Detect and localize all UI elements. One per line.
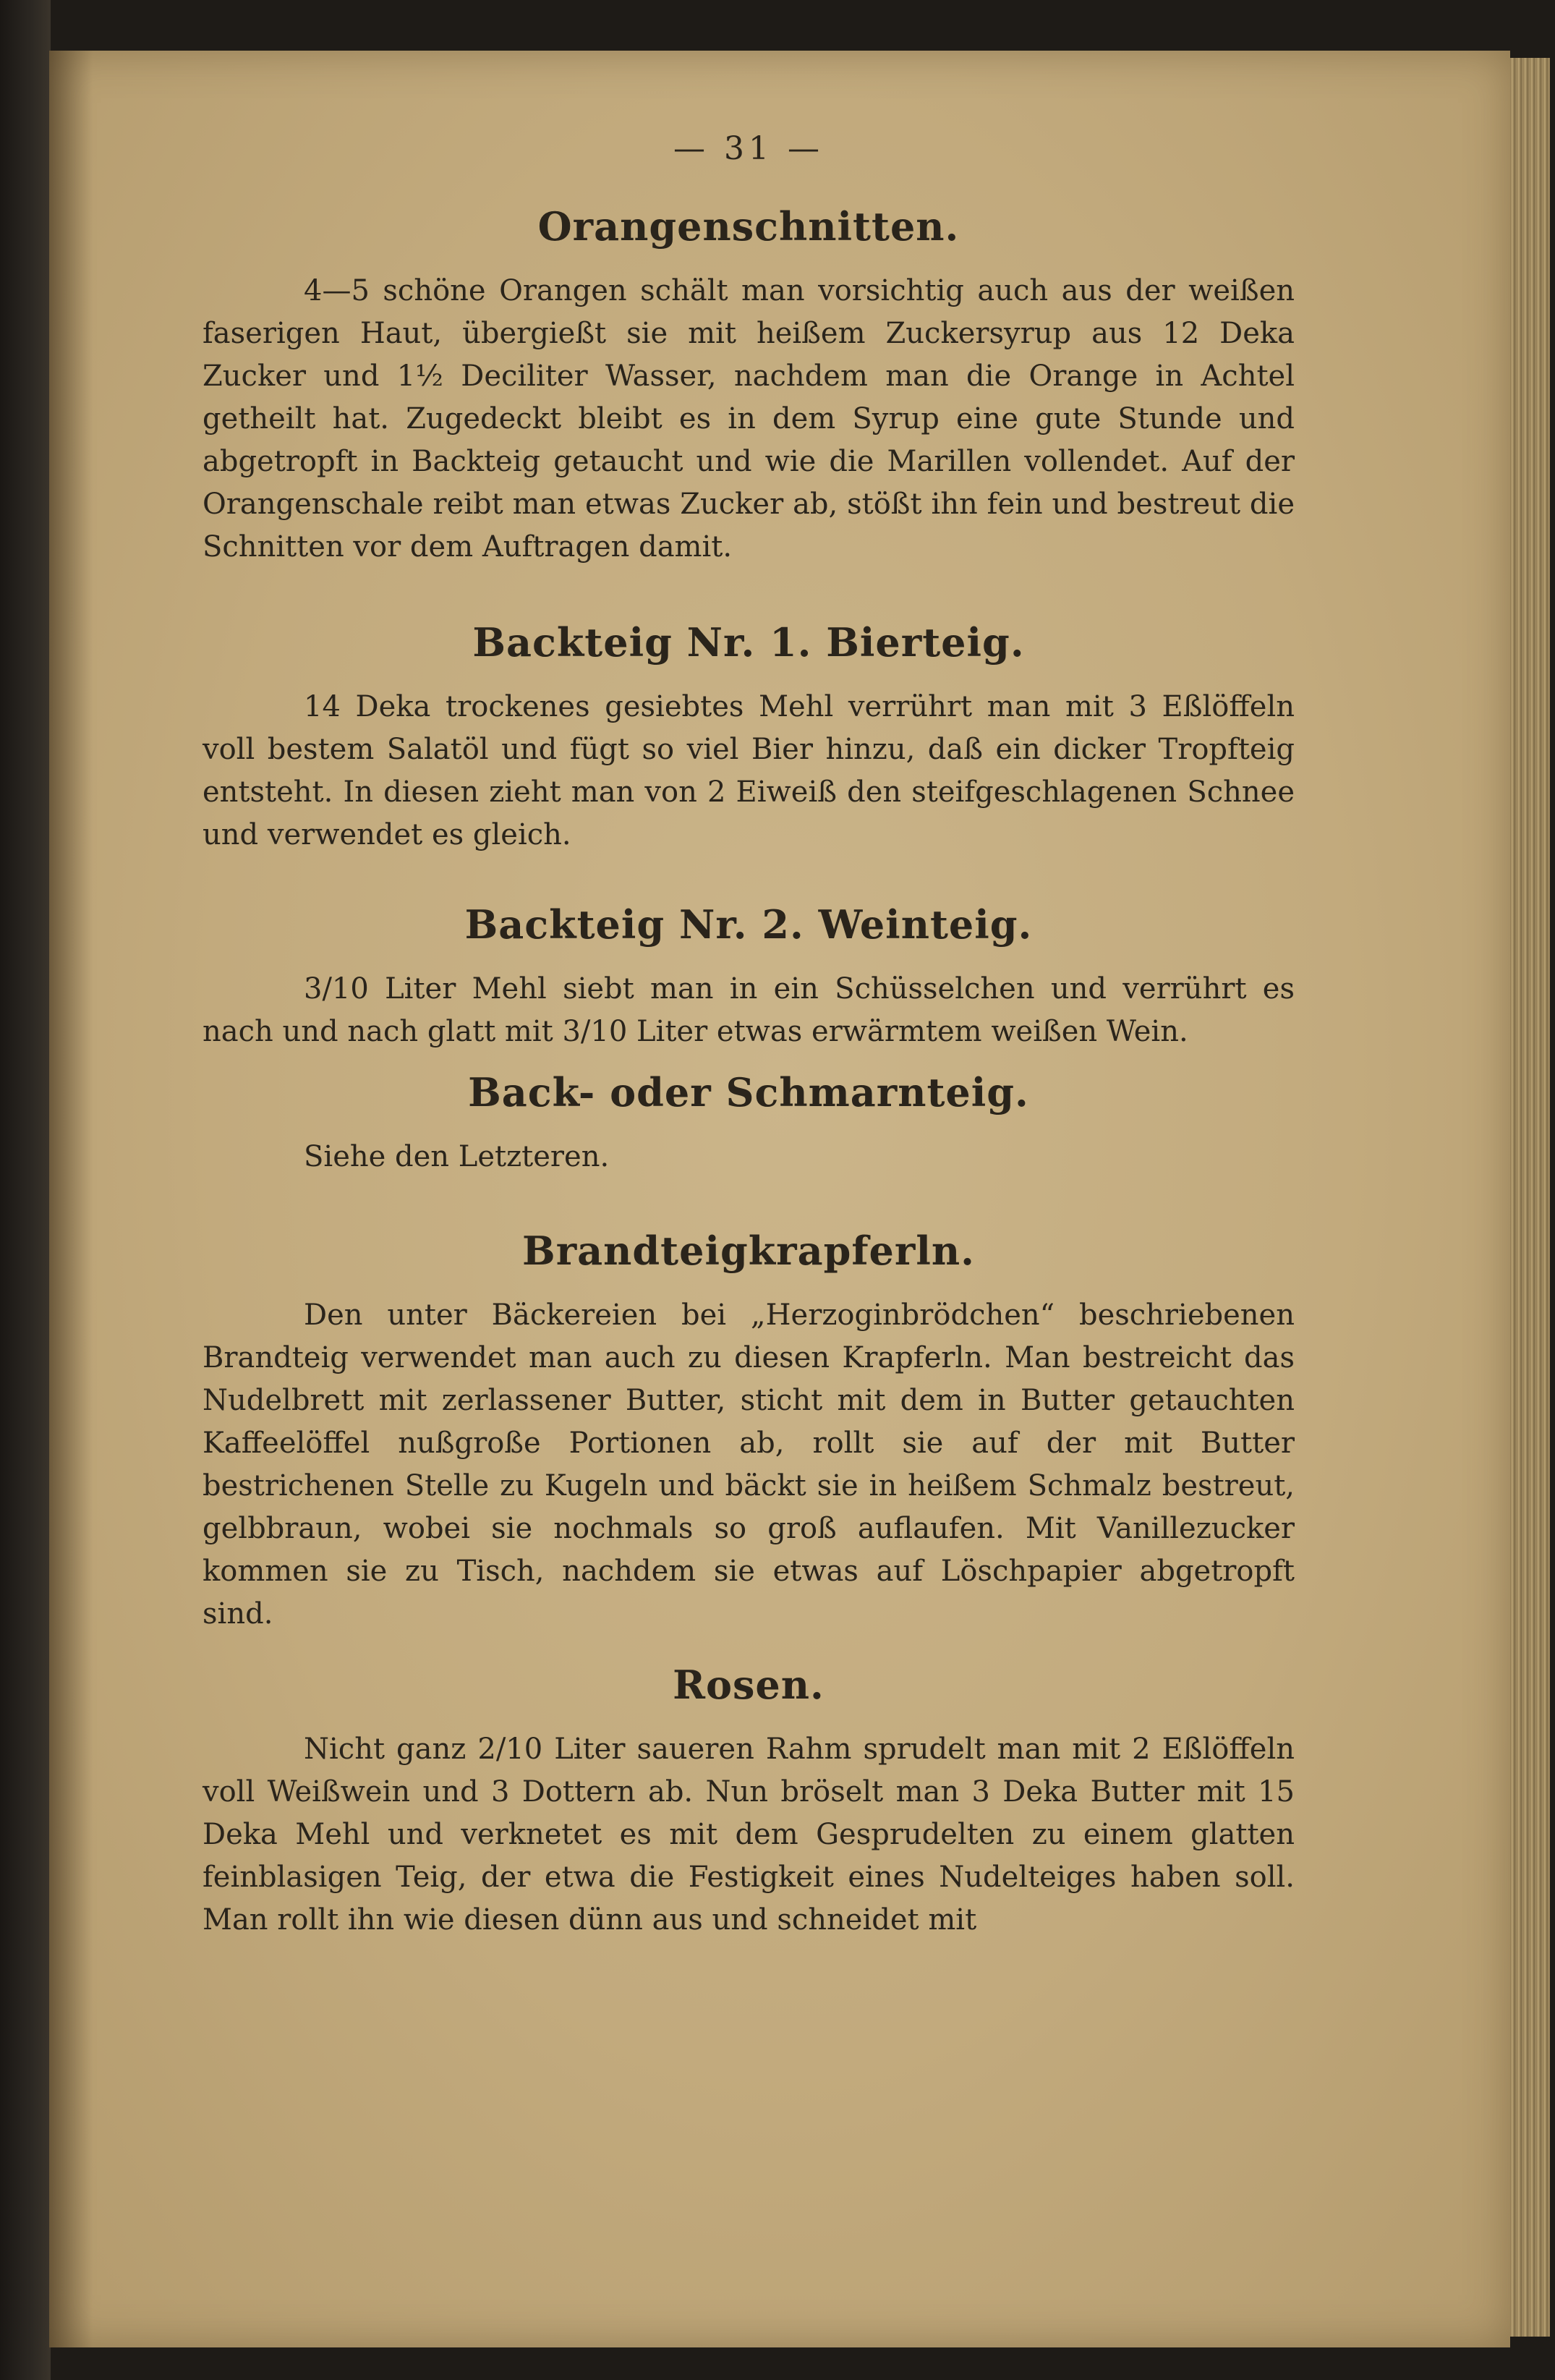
recipe-text: Siehe den Letzteren.: [304, 1140, 610, 1173]
recipe-section-schmarnteig: [203, 1069, 1295, 1178]
page-number: — 31 —: [673, 130, 824, 167]
recipe-text: 4—5 schöne Orangen schält man vorsichtig auch aus der weißen faserigen Haut, übergießt sie mit heißem Zuckersyrup aus 12 Deka Zucker und 1½ Deciliter Wasser, nachdem man die Orange in Achtel getheilt hat. Zugedeckt bleibt es in dem Syrup eine gute Stunde und abgetropft in Backteig getaucht und wie die Marillen vollendet. Auf der Orangenschale reibt man etwas Zucker ab, stößt ihn fein und bestreut die Schnitten vor dem Auftragen damit.: [203, 274, 1295, 564]
recipe-section-brandteigkrapferln: [203, 1228, 1295, 1636]
recipe-section-orangenschnitten: [203, 203, 1295, 569]
recipe-text: 3/10 Liter Mehl siebt man in ein Schüsselchen und verrührt es nach und nach glatt mit 3/10 Liter etwas erwärmtem weißen Wein.: [203, 972, 1295, 1048]
page-content: [203, 130, 1295, 1942]
recipe-section-rosen: [203, 1662, 1295, 1942]
recipe-section-weinteig: [203, 901, 1295, 1053]
recipe-title: Back- oder Schmarnteig.: [468, 1069, 1029, 1115]
recipe-title: Brandteigkrapferln.: [522, 1228, 975, 1274]
book-binding: [0, 0, 51, 2380]
recipe-section-bierteig: [203, 619, 1295, 857]
recipe-title: Orangenschnitten.: [537, 203, 960, 250]
gutter-shadow: [49, 51, 93, 2347]
recipe-text: 14 Deka trockenes gesiebtes Mehl verrührt man mit 3 Eßlöffeln voll bestem Salatöl und fügt so viel Bier hinzu, daß ein dicker Tropfteig entsteht. In diesen zieht man von 2 Eiweiß den steifgeschlagenen Schnee und verwendet es gleich.: [203, 690, 1295, 851]
recipe-title: Rosen.: [673, 1662, 825, 1708]
page-edges: [1510, 58, 1550, 2337]
recipe-text: Den unter Bäckereien bei „Herzoginbrödchen“ beschriebenen Brandteig verwendet man auch zu diesen Krapferln. Man bestreicht das Nudelbrett mit zerlassener Butter, sticht mit dem in Butter getauchten Kaffeelöffel nußgroße Portionen ab, rollt sie auf der mit Butter bestrichenen Stelle zu Kugeln und bäckt sie in heißem Schmalz bestreut, gelbbraun, wobei sie nochmals so groß auflaufen. Mit Vanillezucker kommen sie zu Tisch, nachdem sie etwas auf Löschpapier abgetropft sind.: [203, 1299, 1295, 1631]
recipe-text: Nicht ganz 2/10 Liter saueren Rahm sprudelt man mit 2 Eßlöffeln voll Weißwein und 3 Dottern ab. Nun bröselt man 3 Deka Butter mit 15 Deka Mehl und verknetet es mit dem Gesprudelten zu einem glatten feinblasigen Teig, der etwa die Festigkeit eines Nudelteiges haben soll. Man rollt ihn wie diesen dünn aus und schneidet mit: [203, 1733, 1295, 1937]
recipe-title: Backteig Nr. 2. Weinteig.: [464, 901, 1033, 948]
recipe-title: Backteig Nr. 1. Bierteig.: [472, 619, 1025, 666]
